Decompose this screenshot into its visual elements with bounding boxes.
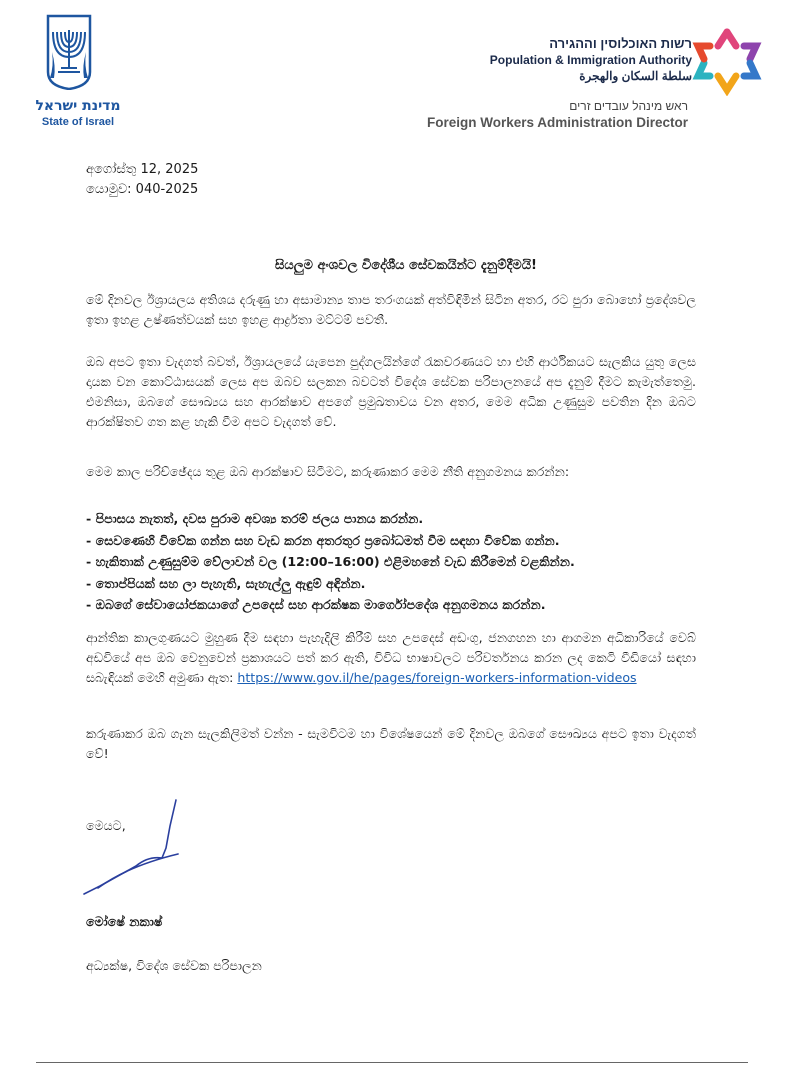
director-title [427,98,688,132]
list-item: - තොප්පියක් සහ ලා පැහැති, සැහැල්ලු ඇඳුම් අඳින්න. [86,575,366,591]
closing-salutation: මෙයට, [86,818,126,833]
authority-name [490,36,692,84]
paragraph-videos [86,628,696,688]
star-of-david-logo-icon [692,26,762,96]
signer-title: අධ්‍යක්ෂ, විදේශ සේවක පරිපාලන [86,958,262,973]
list-item: - පිපාසය නැතත්, දවස පුරාම අවශ්‍ය තරම් ජලය පානය කරන්න. [86,511,424,526]
director-title-hebrew: ראש מינהל עובדים זרים [569,99,688,113]
list-item: - හැකිතාක් උණුසුම්ම වේලාවන් වල (12:00–16:00) එළිමහනේ වැඩ කිරීමෙන් වළකින්න. [86,554,575,569]
letter-reference: යොමුව: 040-2025 [86,182,199,197]
safety-rules-list [86,508,706,616]
paragraph-heatwave: මේ දිනවල ඊශ්‍රායලය අතිශය දරුණු හා අසාමාන්‍ය තාප තරංගයක් අත්විඳිමින් සිටින අතර, රට පුරා බොහෝ ප්‍රදේශවල ඉතා ඉහළ උෂ්ණත්වයක් සහ ඉහළ ආර්ද්‍රතා මට්ටම් පවතී. [86,292,697,327]
footer-divider [36,1062,748,1063]
authority-name-arabic: سلطة السكان والهجرة [579,69,692,83]
signer-name: මෝෂේ නකාෂ් [86,914,163,929]
letter-subject: සියලුම අංශවල විදේශීය සේවකයින්ට දැනුම්දීමයි! [275,258,537,273]
paragraph-care: කරුණාකර ඔබ ගැන සැලකිලිමත් වන්න - සැමවිටම හා විශේෂයෙන් මේ දිනවල ඔබගේ සෞඛ්‍යය අපට ඉතා වැදගත් වේ! [86,726,696,761]
list-item: - ඔබගේ සේවායෝජකයාගේ උපදෙස් සහ ආරක්ෂක මාර්ගෝපදේශ අනුගමනය කරන්න. [86,597,546,612]
menorah-emblem-icon [44,12,94,90]
handwritten-signature [78,796,194,900]
videos-link[interactable]: https://www.gov.il/he/pages/foreign-workers-information-videos [237,670,637,685]
authority-name-hebrew: רשות האוכלוסין וההגירה [549,36,692,51]
letter-date: අගෝස්තු 12, 2025 [86,162,199,177]
state-name-hebrew: מדינת ישראל [35,98,121,114]
letter-meta [86,160,198,200]
paragraph-importance: ඔබ අපට ඉතා වැදගත් බවත්, ඊශ්‍රායලයේ යැපෙන පුද්ගලයින්ගේ රැකවරණයට හා එහි ආර්ථිකයට සැලකිය යුතු ලෙස දායක වන කොට්ඨාසයක් ලෙස අප ඔබව සලකන බවටත් විදේශ සේවක පරිපාලනයේ අප දැනුම් දීමට කැමැත්තෙමු. එමනිසා, ඔබගේ සෞඛ්‍යය සහ ආරක්ෂාව අපගේ ප්‍රමුඛතාවය වන අතර, මෙම අධික උණුසුම පවතින දින ඔබට ආරක්ෂිතව ගත කළ හැකි වීම අපට වැදගත් වේ. [86,354,696,429]
state-name-english: State of Israel [41,116,115,128]
authority-name-english: Population & Immigration Authority [489,53,692,67]
list-item: - සෙවණෙහි විවේක ගන්න සහ වැඩ කරන අතරතුර ප්‍රබෝධමත් වීම සඳහා විවේක ගන්න. [86,532,560,548]
paragraph-rules-intro: මෙම කාල පරිච්ඡේදය තුළ ඔබ ආරක්ෂාව සිටීමට, කරුණාකර මෙම නීති අනුගමනය කරන්න: [86,464,570,479]
paragraph-videos-text: ආන්තික කාලගුණයට මුහුණ දීම සඳහා පැහැදිලි කිරීම් සහ උපදෙස් අඩංගු, ජනගහන හා ආගමන අධිකාරියේ වෙබ් අඩවියේ අප ඔබ වෙනුවෙන් ප්‍රකාශයට පත් කර ඇති, විවිධ භාෂාවලට පරිවර්තනය කරන ලද කෙටි වීඩියෝ සඳහා සබැඳියක් මෙහි අමුණා ඇත: [86,630,696,685]
director-title-english: Foreign Workers Administration Director [426,115,688,130]
